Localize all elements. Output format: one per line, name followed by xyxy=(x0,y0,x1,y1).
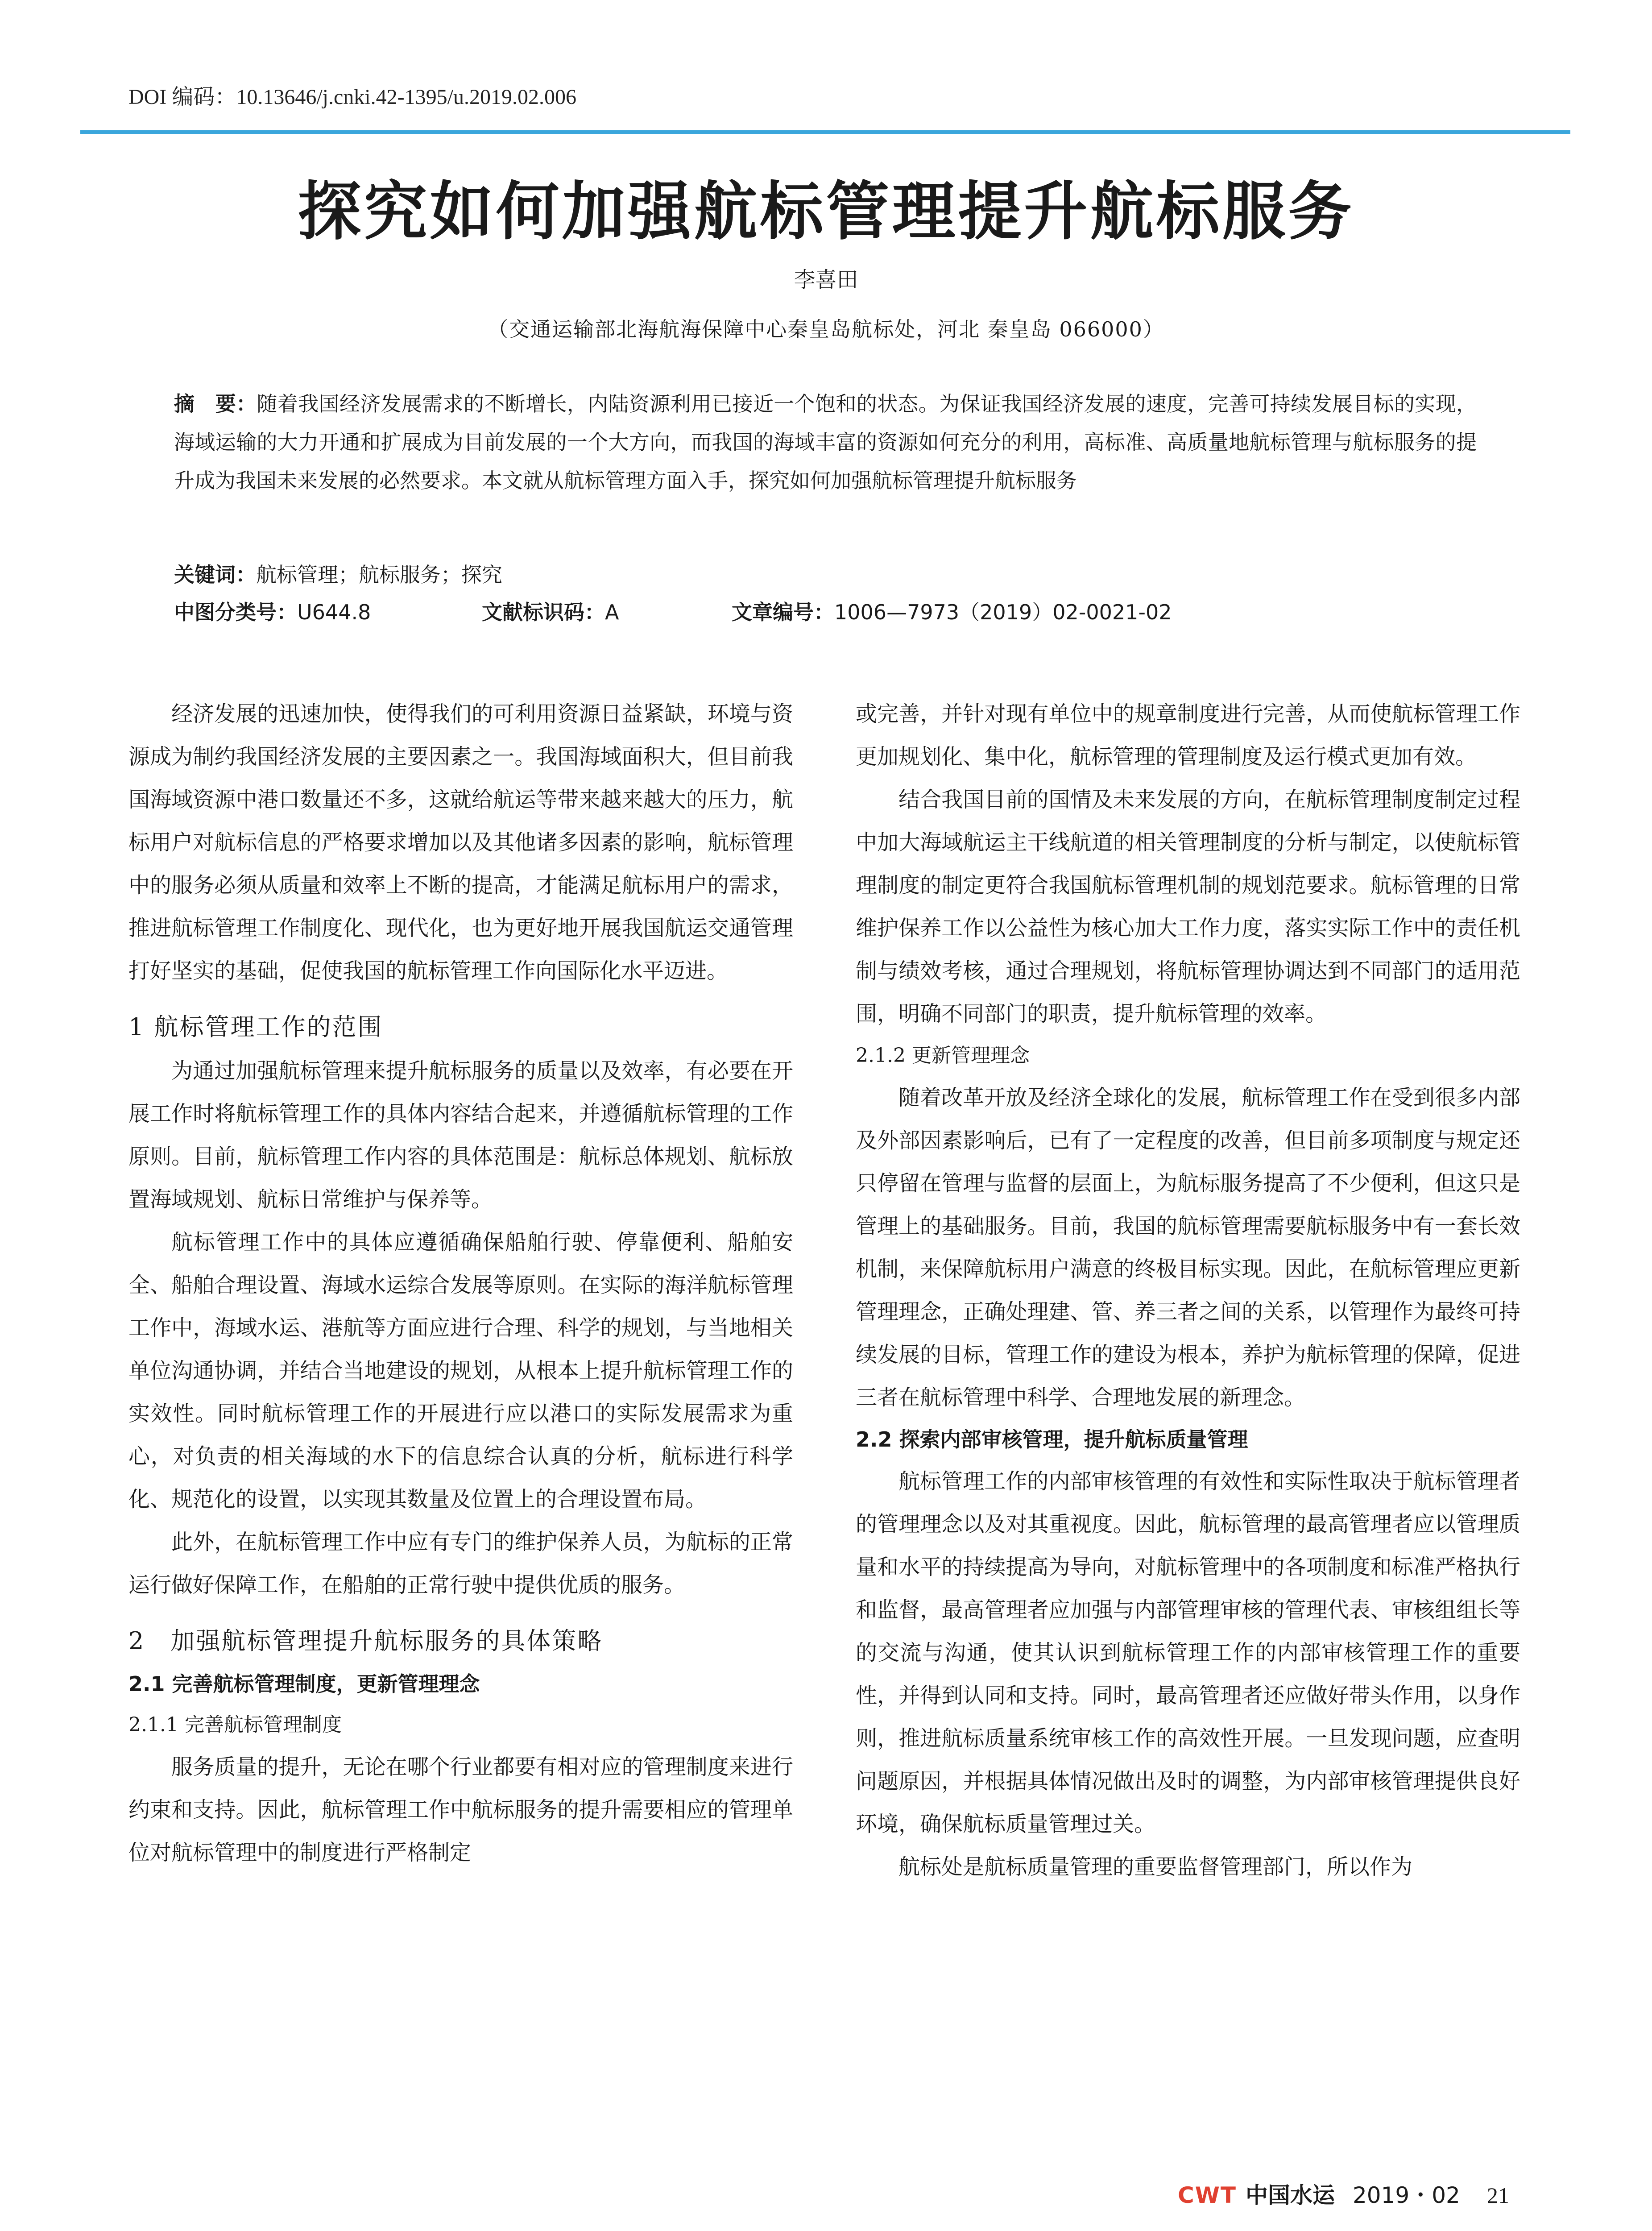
section-heading-2: 2 加强航标管理提升航标服务的具体策略 xyxy=(128,1627,603,1655)
paragraph: 航标处是航标质量管理的重要监督管理部门，所以作为 xyxy=(898,1854,1413,1879)
page-number: 21 xyxy=(1486,2183,1509,2208)
clc-value: U644.8 xyxy=(297,600,371,624)
right-column xyxy=(856,693,1520,1888)
issue-number: 2019・02 xyxy=(1352,2182,1460,2208)
article-number-value: 1006—7973（2019）02-0021-02 xyxy=(834,600,1172,624)
subsubsection-heading-2-1-1: 2.1.1 完善航标管理制度 xyxy=(128,1713,342,1736)
keywords-text: 航标管理；航标服务；探究 xyxy=(256,563,502,587)
doc-code-label: 文献标识码： xyxy=(482,600,605,624)
subsubsection-heading-2-1-2: 2.1.2 更新管理理念 xyxy=(856,1044,1030,1067)
journal-logo: CWT xyxy=(1178,2182,1237,2208)
paragraph: 航标管理工作中的具体应遵循确保船舶行驶、停靠便利、船舶安全、船舶合理设置、海域水运综合发展等原则。在实际的海洋航标管理工作中，海域水运、港航等方面应进行合理、科学的规划，与当地相关单位沟通协调，并结合当地建设的规划，从根本上提升航标管理工作的实效性。同时航标管理工作的开展进行应以港口的实际发展需求为重心，对负责的相关海域的水下的信息综合认真的分析，航标进行科学化、规范化的设置，以实现其数量及位置上的合理设置布局。 xyxy=(128,1230,793,1512)
keywords-label: 关键词： xyxy=(174,563,256,587)
paragraph: 或完善，并针对现有单位中的规章制度进行完善，从而使航标管理工作更加规划化、集中化，航标管理的管理制度及运行模式更加有效。 xyxy=(856,701,1520,769)
paragraph: 随着改革开放及经济全球化的发展，航标管理工作在受到很多内部及外部因素影响后，已有了一定程度的改善，但目前多项制度与规定还只停留在管理与监督的层面上，为航标服务提高了不少便利，但这只是管理上的基础服务。目前，我国的航标管理需要航标服务中有一套长效机制，来保障航标用户满意的终极目标实现。因此，在航标管理应更新管理理念，正确处理建、管、养三者之间的关系，以管理作为最终可持续发展的目标，管理工作的建设为根本，养护为航标管理的保障，促进三者在航标管理中科学、合理地发展的新理念。 xyxy=(856,1085,1520,1410)
clc-label: 中图分类号： xyxy=(174,600,297,624)
subsection-heading-2-2: 2.2 探索内部审核管理，提升航标质量管理 xyxy=(856,1427,1248,1451)
paragraph: 服务质量的提升，无论在哪个行业都要有相对应的管理制度来进行约束和支持。因此，航标管理工作中航标服务的提升需要相应的管理单位对航标管理中的制度进行严格制定 xyxy=(128,1754,793,1865)
paragraph: 结合我国目前的国情及未来发展的方向，在航标管理制度制定过程中加大海域航运主干线航道的相关管理制度的分析与制定，以使航标管理制度的制定更符合我国航标管理机制的规划范要求。航标管理的日常维护保养工作以公益性为核心加大工作力度，落实实际工作中的责任机制与绩效考核，通过合理规划，将航标管理协调达到不同部门的适用范围，明确不同部门的职责，提升航标管理的效率。 xyxy=(856,787,1520,1026)
affiliation: （交通运输部北海航海保障中心秦皇岛航标处，河北 秦皇岛 066000） xyxy=(488,317,1164,341)
classification-line xyxy=(174,594,1477,630)
abstract-label: 摘 要： xyxy=(174,392,257,416)
abstract-text: 随着我国经济发展需求的不断增长，内陆资源利用已接近一个饱和的状态。为保证我国经济发展的速度，完善可持续发展目标的实现，海域运输的大力开通和扩展成为目前发展的一个大方向，而我国的海域丰富的资源如何充分的利用，高标准、高质量地航标管理与航标服务的提升成为我国未来发展的必然要求。本文就从航标管理方面入手，探究如何加强航标管理提升航标服务 xyxy=(174,392,1477,493)
section-heading-1: 1 航标管理工作的范围 xyxy=(128,1013,383,1041)
doc-code-value: A xyxy=(605,600,619,624)
abstract xyxy=(174,385,1477,500)
page-footer xyxy=(1178,2177,1509,2210)
subsection-heading-2-1: 2.1 完善航标管理制度，更新管理理念 xyxy=(128,1672,480,1696)
journal-name: 中国水运 xyxy=(1245,2182,1335,2208)
doi-line: DOI 编码：10.13646/j.cnki.42-1395/u.2019.02.006 xyxy=(128,85,576,109)
clc-item xyxy=(174,594,482,630)
paragraph: 经济发展的迅速加快，使得我们的可利用资源日益紧缺，环境与资源成为制约我国经济发展的主要因素之一。我国海域面积大，但目前我国海域资源中港口数量还不多，这就给航运等带来越来越大的压力，航标用户对航标信息的严格要求增加以及其他诸多因素的影响，航标管理中的服务必须从质量和效率上不断的提高，才能满足航标用户的需求，推进航标管理工作制度化、现代化，也为更好地开展我国航运交通管理打好坚实的基础，促使我国的航标管理工作向国际化水平迈进。 xyxy=(128,701,793,983)
article-number-item xyxy=(732,594,1172,630)
doc-code-item xyxy=(482,594,732,630)
paragraph: 为通过加强航标管理来提升航标服务的质量以及效率，有必要在开展工作时将航标管理工作的具体内容结合起来，并遵循航标管理的工作原则。目前，航标管理工作内容的具体范围是：航标总体规划、航标放置海域规划、航标日常维护与保养等。 xyxy=(128,1058,793,1212)
left-column xyxy=(128,693,793,1874)
article-title: 探究如何加强航标管理提升航标服务 xyxy=(298,174,1354,249)
paragraph: 此外，在航标管理工作中应有专门的维护保养人员，为航标的正常运行做好保障工作，在船舶的正常行驶中提供优质的服务。 xyxy=(128,1530,793,1597)
author: 李喜田 xyxy=(794,267,858,292)
paragraph: 航标管理工作的内部审核管理的有效性和实际性取决于航标管理者的管理理念以及对其重视度。因此，航标管理的最高管理者应以管理质量和水平的持续提高为导向，对航标管理中的各项制度和标准严格执行和监督，最高管理者应加强与内部管理审核的管理代表、审核组组长等的交流与沟通，使其认识到航标管理工作的内部审核管理工作的重要性，并得到认同和支持。同时，最高管理者还应做好带头作用，以身作则，推进航标质量系统审核工作的高效性开展。一旦发现问题，应查明问题原因，并根据具体情况做出及时的调整，为内部审核管理提供良好环境，确保航标质量管理过关。 xyxy=(856,1469,1520,1837)
header-rule xyxy=(80,130,1570,134)
keywords xyxy=(174,557,1477,593)
article-number-label: 文章编号： xyxy=(732,600,834,624)
